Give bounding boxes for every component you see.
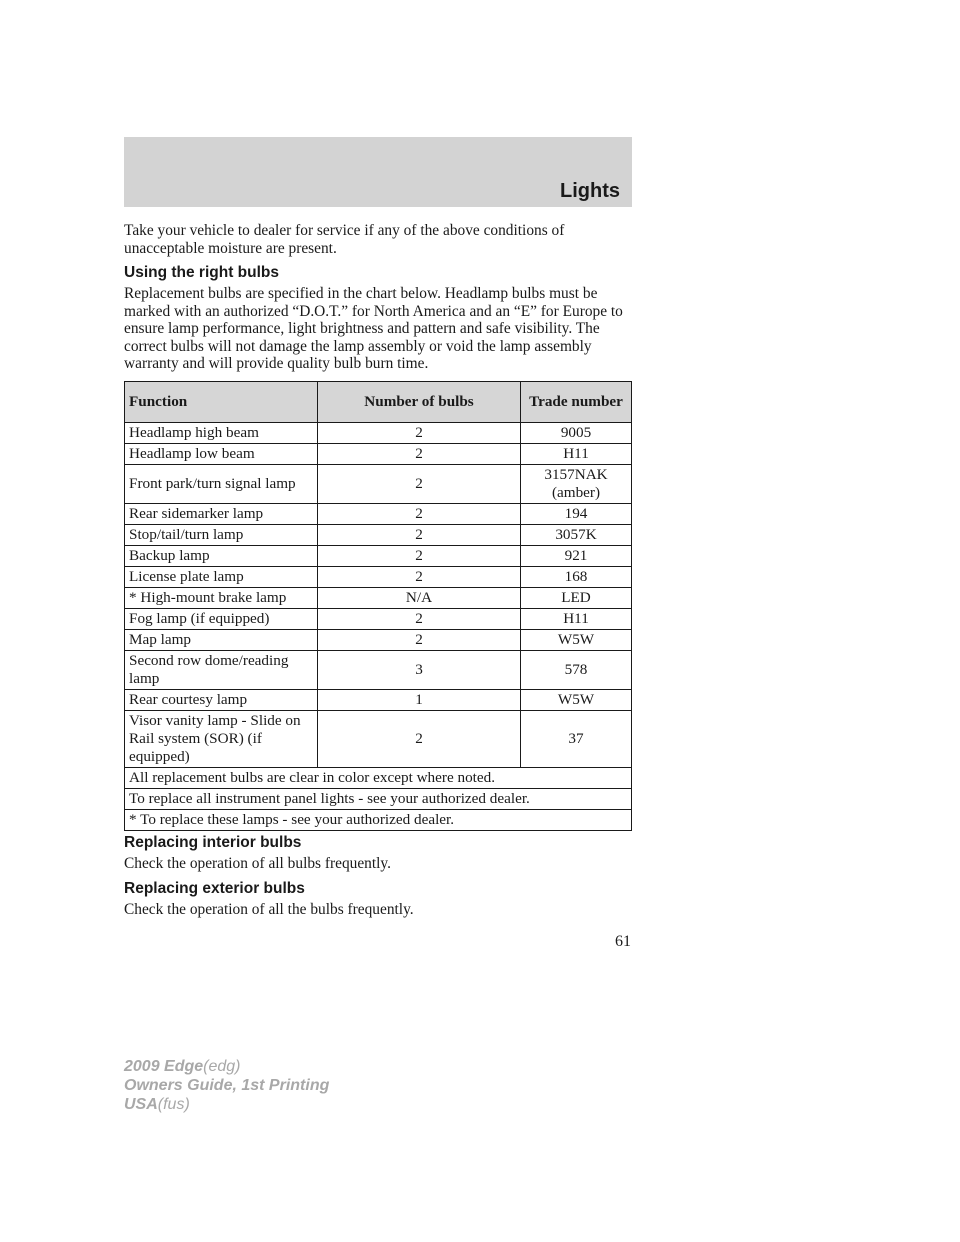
table-row — [125, 524, 632, 545]
cell-function: Visor vanity lamp - Slide on Rail system (SOR) (if equipped) — [125, 710, 318, 767]
cell-number-of-bulbs: 3 — [318, 650, 521, 689]
footer-market: USA — [124, 1096, 158, 1113]
column-header-number-of-bulbs: Number of bulbs — [318, 381, 521, 422]
cell-function: License plate lamp — [125, 566, 318, 587]
heading-replacing-interior-bulbs: Replacing interior bulbs — [124, 833, 302, 851]
cell-trade-number: W5W — [521, 689, 632, 710]
cell-number-of-bulbs: 2 — [318, 524, 521, 545]
column-header-function: Function — [125, 381, 318, 422]
table-header-row — [125, 381, 632, 422]
cell-trade-number: LED — [521, 587, 632, 608]
table-note: To replace all instrument panel lights - see your authorized dealer. — [125, 788, 632, 809]
footer-imprint — [124, 1057, 329, 1114]
footer-model-code: (edg) — [203, 1058, 241, 1075]
table-row — [125, 422, 632, 443]
heading-using-right-bulbs: Using the right bulbs — [124, 264, 279, 281]
cell-function: Headlamp low beam — [125, 443, 318, 464]
cell-trade-number: 921 — [521, 545, 632, 566]
cell-number-of-bulbs: 2 — [318, 566, 521, 587]
cell-trade-number: 3157NAK (amber) — [521, 464, 632, 503]
cell-function: Fog lamp (if equipped) — [125, 608, 318, 629]
cell-trade-number: H11 — [521, 443, 632, 464]
table-note: All replacement bulbs are clear in color except where noted. — [125, 767, 632, 788]
table-row — [125, 650, 632, 689]
cell-function: Headlamp high beam — [125, 422, 318, 443]
table-row — [125, 608, 632, 629]
table-row — [125, 587, 632, 608]
cell-number-of-bulbs: N/A — [318, 587, 521, 608]
cell-number-of-bulbs: 2 — [318, 443, 521, 464]
cell-trade-number: 3057K — [521, 524, 632, 545]
cell-function: Stop/tail/turn lamp — [125, 524, 318, 545]
cell-number-of-bulbs: 2 — [318, 503, 521, 524]
cell-function: Front park/turn signal lamp — [125, 464, 318, 503]
table-row — [125, 503, 632, 524]
cell-trade-number: 9005 — [521, 422, 632, 443]
header-band — [124, 137, 632, 207]
table-row — [125, 710, 632, 767]
heading-replacing-exterior-bulbs: Replacing exterior bulbs — [124, 880, 305, 897]
cell-number-of-bulbs: 1 — [318, 689, 521, 710]
cell-number-of-bulbs: 2 — [318, 464, 521, 503]
cell-number-of-bulbs: 2 — [318, 422, 521, 443]
cell-number-of-bulbs: 2 — [318, 629, 521, 650]
cell-trade-number: 194 — [521, 503, 632, 524]
cell-trade-number: 578 — [521, 650, 632, 689]
cell-function: Second row dome/reading lamp — [125, 650, 318, 689]
cell-trade-number: H11 — [521, 608, 632, 629]
cell-number-of-bulbs: 2 — [318, 608, 521, 629]
table-row — [125, 545, 632, 566]
intro-paragraph: Take your vehicle to dealer for service if any of the above conditions of unacceptable moisture are present. — [124, 222, 565, 257]
cell-trade-number: 168 — [521, 566, 632, 587]
footer-guide: Owners Guide, 1st Printing — [124, 1077, 330, 1094]
table-row — [125, 443, 632, 464]
table-row — [125, 629, 632, 650]
table-note-row — [125, 767, 632, 788]
footer-model: 2009 Edge — [124, 1058, 204, 1075]
paragraph-replacing-interior-bulbs: Check the operation of all bulbs frequently. — [124, 854, 391, 872]
page-number: 61 — [615, 933, 631, 950]
table-note-row — [125, 809, 632, 830]
cell-number-of-bulbs: 2 — [318, 710, 521, 767]
paragraph-replacing-exterior-bulbs: Check the operation of all the bulbs frequently. — [124, 901, 414, 918]
table-row — [125, 566, 632, 587]
table-row — [125, 689, 632, 710]
cell-function: Backup lamp — [125, 545, 318, 566]
table-row — [125, 464, 632, 503]
cell-trade-number: 37 — [521, 710, 632, 767]
cell-trade-number: W5W — [521, 629, 632, 650]
bulb-table — [124, 381, 632, 831]
cell-function: Rear sidemarker lamp — [125, 503, 318, 524]
page-content — [124, 222, 632, 919]
cell-number-of-bulbs: 2 — [318, 545, 521, 566]
cell-function: Map lamp — [125, 629, 318, 650]
table-note-row — [125, 788, 632, 809]
section-title: Lights — [560, 180, 620, 202]
column-header-trade-number: Trade number — [521, 381, 632, 422]
cell-function: Rear courtesy lamp — [125, 689, 318, 710]
footer-market-code: (fus) — [157, 1096, 190, 1113]
table-note: * To replace these lamps - see your authorized dealer. — [125, 809, 632, 830]
cell-function: * High-mount brake lamp — [125, 587, 318, 608]
paragraph-using-right-bulbs: Replacement bulbs are specified in the chart below. Headlamp bulbs must be marked with an authorized “D.O.T.” for North America and an “E” for Europe to ensure lamp performance, light brightness and pattern and safe visibility. The correct bulbs will not damage the lamp assembly or void the lamp assembly warranty and will provide quality bulb burn time. — [124, 285, 623, 372]
